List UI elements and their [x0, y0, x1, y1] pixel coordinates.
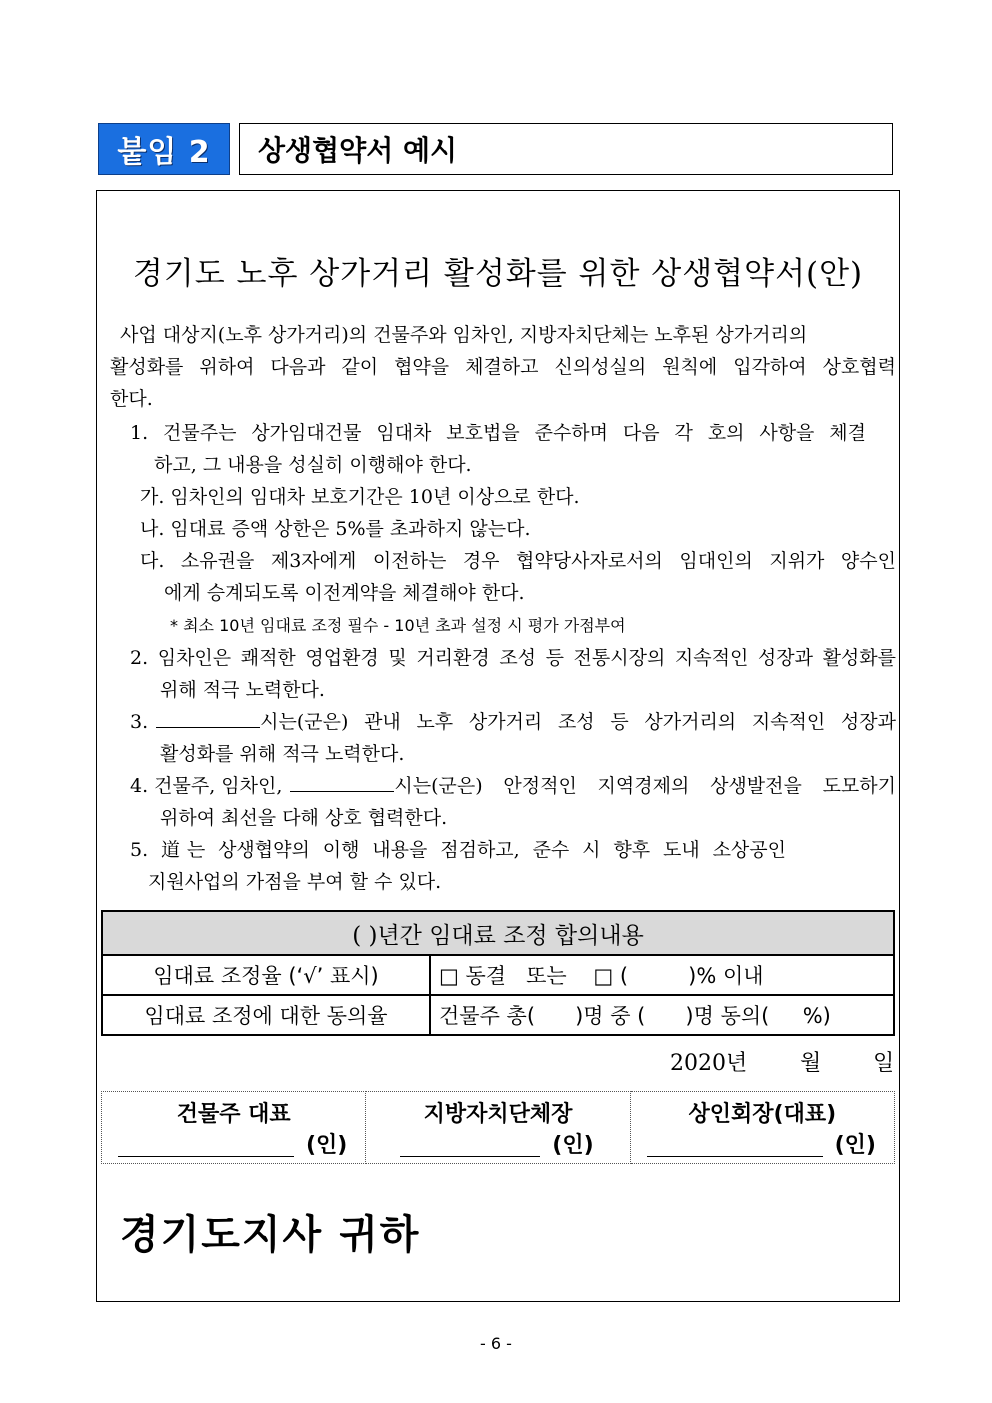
- page-number: - 6 -: [480, 1334, 512, 1353]
- item-4-prefix: 4. 건물주, 임차인,: [130, 775, 283, 797]
- seal-mark: (인): [305, 1133, 348, 1158]
- date-day: 일: [873, 1051, 895, 1076]
- item-1-sub-da-line-2: 에게 승계되도록 이전계약을 체결해야 한다.: [164, 582, 525, 604]
- note: * 최소 10년 임대료 조정 필수 - 10년 초과 설정 시 평가 가점부여: [170, 616, 626, 635]
- date-month: 월: [800, 1051, 822, 1076]
- consent-rate-label: 임대료 조정에 대한 동의율: [102, 995, 430, 1035]
- item-1-line-2: 하고, 그 내용을 성실히 이행해야 한다.: [154, 454, 472, 476]
- date-year: 2020년: [670, 1051, 748, 1076]
- signature-role: 상인회장(대표): [688, 1102, 837, 1127]
- appendix-badge: 붙임 2: [98, 123, 230, 175]
- consent-rate-value[interactable]: 건물주 총( )명 중 ( )명 동의( %): [430, 995, 894, 1035]
- table-row: [102, 955, 894, 995]
- intro-line-2: 활성화를 위하여 다음과 같이 협약을 체결하고 신의성실의 원칙에 입각하여 상호협력: [110, 356, 896, 378]
- item-3-line-2: 활성화를 위해 적극 노력한다.: [160, 743, 405, 765]
- item-4-line-1: [130, 771, 896, 798]
- signature-role: 건물주 대표: [176, 1102, 291, 1127]
- item-4-line-2: 위하여 최선을 다해 상호 협력한다.: [160, 807, 448, 829]
- seal-mark: (인): [552, 1133, 594, 1158]
- signature-table: [101, 1091, 895, 1164]
- city-name-blank-2[interactable]: [290, 773, 394, 792]
- table-row: [102, 995, 894, 1035]
- rent-table-header: ( )년간 임대료 조정 합의내용: [102, 911, 894, 955]
- rent-rate-label: 임대료 조정율 (‘√’ 표시): [102, 955, 430, 995]
- item-3-number: 3.: [130, 711, 149, 733]
- rent-agreement-table: [101, 910, 895, 1036]
- signature-local-government: [366, 1092, 630, 1164]
- signature-role: 지방자치단체장: [423, 1102, 573, 1127]
- section-title: 상생협약서 예시: [239, 123, 893, 175]
- seal-mark: (인): [834, 1133, 876, 1158]
- item-1-line-1: 1. 건물주는 상가임대건물 임대차 보호법을 준수하며 다음 각 호의 사항을 체결: [130, 422, 866, 444]
- item-5-line-2: 지원사업의 가점을 부여 할 수 있다.: [148, 871, 442, 893]
- intro-line-1: 사업 대상지(노후 상가거리)의 건물주와 임차인, 지방자치단체는 노후된 상가거리의: [120, 324, 808, 346]
- city-name-blank[interactable]: [156, 709, 260, 728]
- closing-addressee: 경기도지사 귀하: [120, 1212, 421, 1258]
- signature-line[interactable]: [400, 1156, 540, 1157]
- rent-rate-value[interactable]: □ 동결 또는 □ ( )% 이내: [430, 955, 894, 995]
- item-2-line-1: 2. 임차인은 쾌적한 영업환경 및 거리환경 조성 등 전통시장의 지속적인 성장과 활성화를: [130, 647, 896, 669]
- item-1-sub-da-line-1: 다. 소유권을 제3자에게 이전하는 경우 협약당사자로서의 임대인의 지위가 양수인: [140, 550, 896, 572]
- signature-line[interactable]: [647, 1156, 823, 1157]
- signature-merchant-assoc: [630, 1092, 894, 1164]
- item-5-line-1: 5. 道는 상생협약의 이행 내용을 점검하고, 준수 시 향후 도내 소상공인: [130, 839, 786, 861]
- signature-building-owner: [102, 1092, 366, 1164]
- item-1-sub-ga: 가. 임차인의 임대차 보호기간은 10년 이상으로 한다.: [140, 486, 580, 508]
- item-4-text: 시는(군은) 안정적인 지역경제의 상생발전을 도모하기: [394, 775, 896, 797]
- document-title: 경기도 노후 상가거리 활성화를 위한 상생협약서(안): [132, 256, 864, 292]
- item-3-text: 시는(군은) 관내 노후 상가거리 조성 등 상가거리의 지속적인 성장과: [260, 711, 896, 733]
- signature-line[interactable]: [118, 1156, 294, 1157]
- item-1-sub-na: 나. 임대료 증액 상한은 5%를 초과하지 않는다.: [140, 518, 531, 540]
- item-3-line-1: [130, 707, 896, 734]
- item-2-line-2: 위해 적극 노력한다.: [160, 679, 325, 701]
- intro-line-3: 한다.: [110, 388, 153, 410]
